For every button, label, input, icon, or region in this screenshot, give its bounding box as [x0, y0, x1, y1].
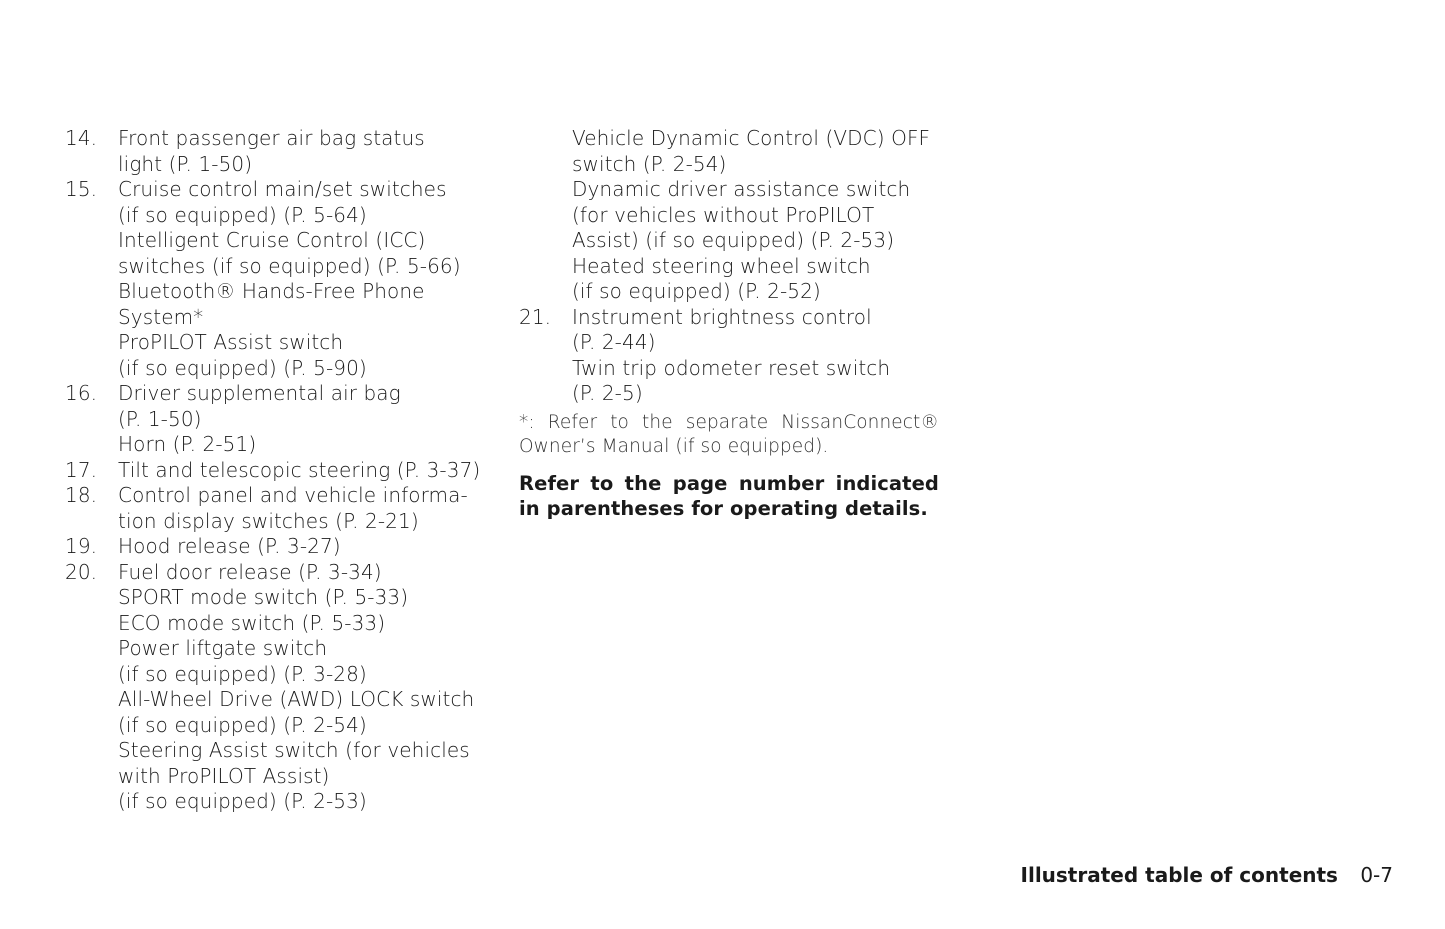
list-item: [65, 560, 495, 815]
left-column: [65, 126, 495, 815]
item-line: (if so equipped) (P. 2-54): [118, 712, 367, 737]
item-line: Instrument brightness control: [572, 304, 872, 329]
list-item: [519, 305, 939, 407]
item-line: (if so equipped) (P. 2-52): [572, 279, 821, 303]
item-line: Intelligent Cruise Control (ICC): [118, 228, 426, 252]
item-line: Driver supplemental air bag: [118, 381, 401, 405]
item-line: Twin trip odometer reset switch: [572, 355, 891, 380]
item-line: Vehicle Dynamic Control (VDC) OFF: [572, 126, 931, 150]
item-line: SPORT mode switch (P. 5-33): [118, 585, 409, 609]
page-footer: [1021, 860, 1393, 890]
item-line: System*: [118, 304, 204, 329]
footnote: *: Refer to the separate NissanConnect® Owner’s Manual (if so equipped).: [519, 411, 939, 457]
list-item: [65, 381, 495, 458]
item-line: Heated steering wheel switch: [572, 253, 871, 278]
item-number: 18.: [65, 483, 98, 507]
continued-item-text: [519, 126, 939, 305]
list-item: [65, 177, 495, 381]
item-line: Steering Assist switch (for vehicles: [118, 738, 470, 762]
item-line: with ProPILOT Assist): [118, 763, 330, 788]
item-line: (if so equipped) (P. 5-64): [118, 202, 367, 227]
item-text: [118, 534, 495, 560]
item-line: (for vehicles without ProPILOT: [572, 202, 875, 227]
item-text: [118, 177, 495, 381]
item-line: Assist) (if so equipped) (P. 2-53): [572, 228, 895, 252]
item-text: [118, 458, 495, 484]
item-line: ECO mode switch (P. 5-33): [118, 610, 386, 635]
item-number: 21.: [519, 304, 552, 329]
operating-details-note: Refer to the page number indicated in parentheses for operating details.: [519, 471, 939, 520]
item-line: Cruise control main/set switches: [118, 177, 447, 201]
item-line: (P. 2-5): [572, 381, 643, 405]
item-line: Bluetooth® Hands-Free Phone: [118, 279, 425, 303]
page-number: 0-7: [1360, 863, 1393, 887]
item-line: (if so equipped) (P. 2-53): [118, 789, 367, 813]
item-number: 16.: [65, 381, 98, 405]
item-line: switches (if so equipped) (P. 5-66): [118, 253, 461, 278]
item-line: tion display switches (P. 2-21): [118, 508, 419, 533]
item-line: Horn (P. 2-51): [118, 432, 257, 456]
item-text: [118, 126, 495, 177]
item-line: (if so equipped) (P. 5-90): [118, 355, 367, 380]
item-line: Hood release (P. 3-27): [118, 534, 341, 558]
item-number: 15.: [65, 177, 98, 201]
item-line: ProPILOT Assist switch: [118, 330, 344, 354]
item-line: Fuel door release (P. 3-34): [118, 559, 382, 584]
item-number: 17.: [65, 457, 98, 482]
item-number: 20.: [65, 559, 98, 584]
item-text: [118, 560, 495, 815]
item-line: switch (P. 2-54): [572, 151, 727, 176]
item-line: (P. 1-50): [118, 406, 202, 431]
item-line: light (P. 1-50): [118, 151, 253, 176]
list-item: [65, 458, 495, 484]
item-line: Control panel and vehicle informa-: [118, 483, 468, 507]
item-line: Tilt and telescopic steering (P. 3-37): [118, 457, 481, 482]
list-item: [65, 534, 495, 560]
item-line: (P. 2-44): [572, 330, 656, 354]
item-text: [572, 305, 939, 407]
item-text: [118, 483, 495, 534]
item-line: Power liftgate switch: [118, 636, 328, 660]
item-line: Dynamic driver assistance switch: [572, 177, 911, 201]
list-item: [65, 126, 495, 177]
item-line: All-Wheel Drive (AWD) LOCK switch: [118, 687, 475, 711]
right-column: [519, 126, 939, 521]
list-item: [65, 483, 495, 534]
section-title: Illustrated table of contents: [1020, 863, 1338, 887]
item-number: 19.: [65, 534, 98, 558]
item-line: Front passenger air bag status: [118, 126, 425, 150]
item-line: (if so equipped) (P. 3-28): [118, 661, 367, 686]
item-text: [118, 381, 495, 458]
item-number: 14.: [65, 126, 98, 150]
